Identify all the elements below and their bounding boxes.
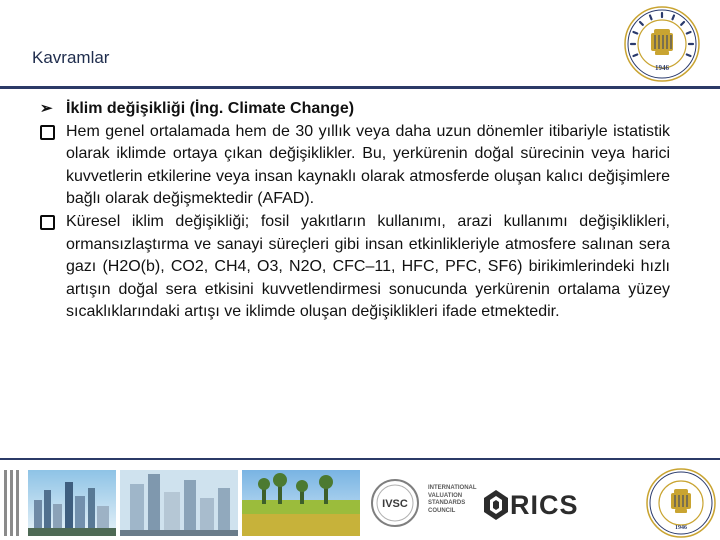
definition-item-2 [40,211,670,324]
skyscrapers-photo [120,470,238,536]
square-bullet-icon [40,211,60,238]
slide-title: Kavramlar [32,48,110,67]
seal-year-top: 1946 [655,64,669,72]
definition-item-1 [40,121,670,211]
seal-year-bottom: 1946 [675,525,687,531]
definition-text-2: Küresel iklim değişikliği; fosil yakıtların kullanımı, arazi kullanımı değişiklikleri, ormansızlaştırma ve sanayi süreçleri gibi insan etkinlikleriyle atmosfere salınan sera gazı (H2O(b), CO2, CH4, O3, N2O, CFC–11, HFC, PFC, SF6) birikimlerindeki hızlı artışın doğal sera etkisini kuvvetlendirmesi sonucunda yerkürenin ortalama yüzey sıcaklıklarındaki artışı ve iklimde oluşan değişiklikleri ifade etmektedir. [66,212,670,321]
rics-logo [484,476,578,534]
ivsc-acronym: IVSC [382,498,408,510]
slide-content [40,98,670,324]
square-bullet-icon [40,121,60,148]
rics-emblem-icon [484,490,508,520]
definition-text-1: Hem genel ortalamada hem de 30 yıllık veya daha uzun dönemler itibariyle istatistik olarak iklimde ortaya çıkan değişiklikler. Bu, yerkürenin doğal sürecinin veya harici kuvvetlerin etkilerine veya insan kaynaklı olarak atmosferde oluşan kalıcı değişimlere bağlı olarak değişmektedir (AFAD). [66,122,670,208]
ivsc-name: INTERNATIONAL VALUATION STANDARDS COUNCIL [428,485,477,514]
ivsc-logo [370,478,420,528]
footer-stripes [4,470,22,536]
ankara-university-seal-bottom [646,468,716,538]
footer-divider [0,458,720,460]
heading-row [40,98,670,121]
ankara-university-seal-top [624,6,700,82]
countryside-photo [242,470,360,536]
title-divider [0,86,720,89]
rics-wordmark: RICS [510,490,579,520]
arrow-bullet-icon: ➢ [40,100,53,117]
city-skyline-photo [28,470,116,536]
climate-change-heading: İklim değişikliği (İng. Climate Change) [66,100,355,117]
